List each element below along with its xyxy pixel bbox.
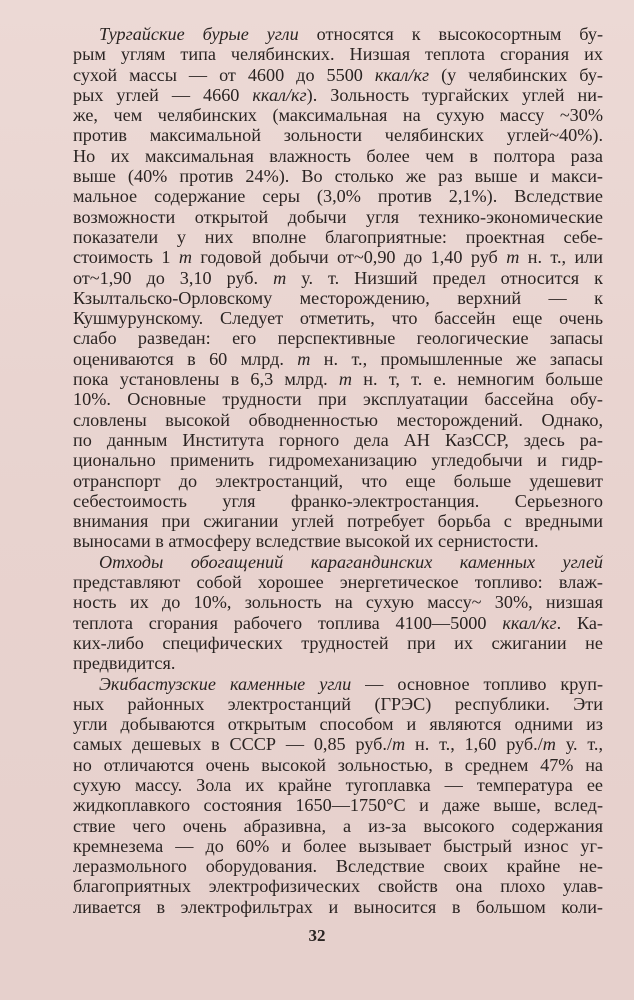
text-line xyxy=(73,227,603,247)
text-line xyxy=(73,44,603,64)
text-line xyxy=(73,552,603,572)
text-line xyxy=(73,288,603,308)
text-segment: сухой массы — от 4600 до 5500 xyxy=(73,64,375,85)
text-segment: предвидится. xyxy=(73,653,176,674)
text-line xyxy=(73,755,603,775)
body-text xyxy=(73,24,603,917)
text-line xyxy=(73,775,603,795)
text-segment: от~1,90 до 3,10 руб. xyxy=(73,267,274,288)
italic-segment: Отходы обогащений карагандинских каменных углей xyxy=(99,551,603,572)
text-segment: себестоимость угля франко-электростанция. Серьезного xyxy=(73,490,603,511)
text-segment: — основное топливо круп- xyxy=(351,673,603,694)
text-line xyxy=(73,714,603,734)
text-line xyxy=(73,653,603,673)
text-segment: но отличаются очень высокой зольностью, в среднем 47% на xyxy=(73,754,603,775)
text-segment: Кушмурунскому. Следует отметить, что бассейн еще очень xyxy=(73,308,603,329)
text-line xyxy=(73,186,603,206)
text-segment: словлены высокой обводненностью месторождений. Однако, xyxy=(73,409,603,430)
text-segment: представляют собой хорошее энергетическое топливо: влаж- xyxy=(73,572,603,593)
italic-segment: ккал/кг xyxy=(374,64,430,85)
text-line xyxy=(73,328,603,348)
text-line xyxy=(73,430,603,450)
text-segment: угли добываются открытым способом и являются одними из xyxy=(73,714,603,735)
text-line xyxy=(73,572,603,592)
italic-segment: т xyxy=(338,369,353,390)
text-segment: теплота сгорания рабочего топлива 4100—5000 xyxy=(73,612,503,633)
text-segment: показатели у них вполне благоприятные: проектная себе- xyxy=(73,226,603,247)
italic-segment: ккал/кг xyxy=(252,84,307,105)
text-line xyxy=(73,268,603,288)
text-segment: пока установлены в 6,3 млрд. xyxy=(73,369,339,390)
text-line xyxy=(73,674,603,694)
text-segment: возможности открытой добычи угля технико-экономические xyxy=(73,206,603,227)
text-line xyxy=(73,125,603,145)
text-line xyxy=(73,511,603,531)
text-segment: кремнезема — до 60% и более вызывает быстрый износ уг- xyxy=(73,835,603,856)
text-line xyxy=(73,65,603,85)
text-segment: ). Зольность тургайских углей ни- xyxy=(306,84,603,105)
text-segment: стоимость 1 xyxy=(73,247,179,268)
text-line xyxy=(73,471,603,491)
text-segment: годовой добычи от~0,90 до 1,40 руб xyxy=(191,247,507,268)
text-segment: н. т., или xyxy=(519,247,603,268)
text-line xyxy=(73,369,603,389)
italic-segment: Экибастузские каменные угли xyxy=(99,673,352,694)
text-line xyxy=(73,734,603,754)
italic-segment: ккал/кг xyxy=(502,612,557,633)
text-segment: леразмольного оборудования. Вследствие своих крайне не- xyxy=(73,856,603,877)
text-line xyxy=(73,613,603,633)
text-segment: ность их до 10%, зольность на сухую массу~ 30%, низшая xyxy=(73,592,603,613)
text-segment: ционально применить гидромеханизацию угледобычи и гидр- xyxy=(73,450,603,471)
text-segment: выше (40% против 24%). Во столько же раз выше и макси- xyxy=(73,166,603,187)
text-segment: н. т, т. е. немногим больше xyxy=(352,369,603,390)
text-line xyxy=(73,816,603,836)
text-line xyxy=(73,856,603,876)
text-segment: н. т., промышленные же запасы xyxy=(310,348,603,369)
text-line xyxy=(73,24,603,44)
text-line xyxy=(73,795,603,815)
text-line xyxy=(73,207,603,227)
text-segment: внимания при сжигании углей потребует борьба с вредными xyxy=(73,511,603,532)
text-line xyxy=(73,146,603,166)
italic-segment: т xyxy=(392,734,406,755)
text-line xyxy=(73,247,603,267)
text-line xyxy=(73,836,603,856)
text-line xyxy=(73,592,603,612)
text-segment: отранспорт до электростанций, что еще больше удешевит xyxy=(73,470,603,491)
text-segment: против максимальной зольности челябинских углей~40%). xyxy=(73,125,603,146)
text-segment: слабо разведан: его перспективные геологические запасы xyxy=(73,328,603,349)
text-segment: Но их максимальная влажность более чем в полтора раза xyxy=(73,145,603,166)
italic-segment: т xyxy=(506,247,520,268)
text-line xyxy=(73,633,603,653)
text-line xyxy=(73,876,603,896)
text-segment: ливается в электрофильтрах и выносится в большом коли- xyxy=(73,896,603,917)
text-segment: рых углей — 4660 xyxy=(73,84,253,105)
text-line xyxy=(73,694,603,714)
text-segment: же, чем челябинских (максимальная на сухую массу ~30% xyxy=(73,105,603,126)
italic-segment: т xyxy=(542,734,556,755)
text-segment: жидкоплавкого состояния 1650—1750°С и даже выше, вслед- xyxy=(73,795,603,816)
text-segment: сухую массу. Зола их крайне тугоплавка — температура ее xyxy=(73,774,603,795)
text-segment: 10%. Основные трудности при эксплуатации бассейна обу- xyxy=(73,389,603,410)
italic-segment: Тургайские бурые угли xyxy=(99,24,299,44)
text-line xyxy=(73,85,603,105)
text-line xyxy=(73,308,603,328)
text-segment: ких-либо специфических трудностей при их сжигании не xyxy=(73,632,603,653)
text-segment: благоприятных электрофизических свойств она плохо улав- xyxy=(73,876,603,897)
text-segment: ных районных электростанций (ГРЭС) республики. Эти xyxy=(73,693,603,714)
text-segment: у. т., xyxy=(555,734,603,755)
text-line xyxy=(73,389,603,409)
italic-segment: т xyxy=(297,348,311,369)
text-line xyxy=(73,450,603,470)
text-segment: н. т., 1,60 руб./ xyxy=(405,734,543,755)
text-line xyxy=(73,410,603,430)
text-segment: самых дешевых в СССР — 0,85 руб./ xyxy=(73,734,393,755)
text-line xyxy=(73,105,603,125)
italic-segment: т xyxy=(178,247,192,268)
text-segment: выносами в атмосферу вследствие высокой их сернистости. xyxy=(73,531,539,552)
text-segment: ствие чего очень абразивна, а из-за высокого содержания xyxy=(73,815,603,836)
text-segment: рым углям типа челябинских. Низшая теплота сгорания их xyxy=(73,44,603,65)
text-segment: по данным Института горного дела АН КазССР, здесь ра- xyxy=(73,429,603,450)
text-line xyxy=(73,491,603,511)
text-segment: . Ка- xyxy=(556,612,603,633)
text-segment: относятся к высокосортным бу- xyxy=(298,24,603,44)
text-line xyxy=(73,166,603,186)
text-segment: (у челябинских бу- xyxy=(429,64,603,85)
text-line xyxy=(73,531,603,551)
text-segment: у. т. Низший предел относится к xyxy=(286,267,603,288)
page-number: 32 xyxy=(308,926,326,945)
text-segment: Кзылтальско-Орловскому месторождению, верхний — к xyxy=(73,287,603,308)
text-segment: оцениваются в 60 млрд. xyxy=(73,348,298,369)
text-line xyxy=(73,349,603,369)
italic-segment: т xyxy=(273,267,287,288)
text-line xyxy=(73,897,603,917)
text-segment: мальное содержание серы (3,0% против 2,1%). Вследствие xyxy=(73,186,603,207)
